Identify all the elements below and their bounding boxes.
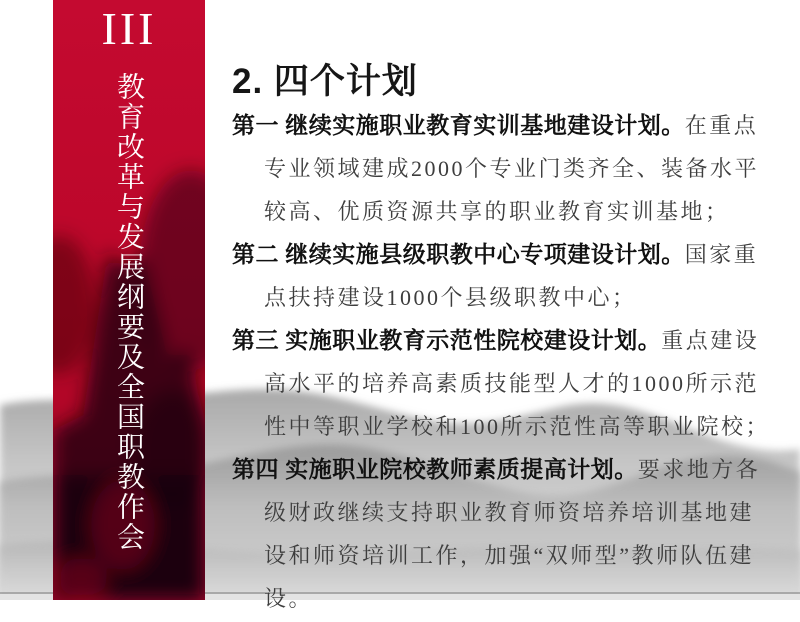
plan-1-lead: 第一 继续实施职业教育实训基地建设计划。 [232, 113, 685, 138]
plan-item-1 [232, 106, 772, 235]
plan-item-3 [232, 321, 772, 450]
section-numeral: III [101, 3, 157, 54]
plan-item-2 [232, 235, 772, 321]
plans-list [232, 106, 772, 622]
plan-2-body: 国家重点扶持建设1000个县级职教中心； [264, 242, 759, 310]
plan-2-lead: 第二 继续实施县级职教中心专项建设计划。 [232, 242, 685, 267]
plan-3-lead: 第三 实施职业教育示范性院校建设计划。 [232, 328, 662, 353]
plan-1-body: 在重点专业领域建成2000个专业门类齐全、装备水平较高、优质资源共享的职业教育实训基地； [264, 113, 760, 224]
plan-3-body: 重点建设高水平的培养高素质技能型人才的1000所示范性中等职业学校和100所示范性高等职业院校； [264, 328, 771, 439]
slide-title: 2. 四个计划 [232, 62, 418, 101]
sidebar-vertical-title: 教育改革与发展纲要及全国职教作会 [114, 72, 145, 552]
plan-item-4 [232, 450, 772, 622]
section-banner [53, 0, 205, 600]
plan-4-body: 要求地方各级财政继续支持职业教育师资培养培训基地建设和师资培训工作，加强“双师型”教师队伍建设。 [264, 457, 761, 611]
plan-4-lead: 第四 实施职业院校教师素质提高计划。 [232, 457, 638, 482]
